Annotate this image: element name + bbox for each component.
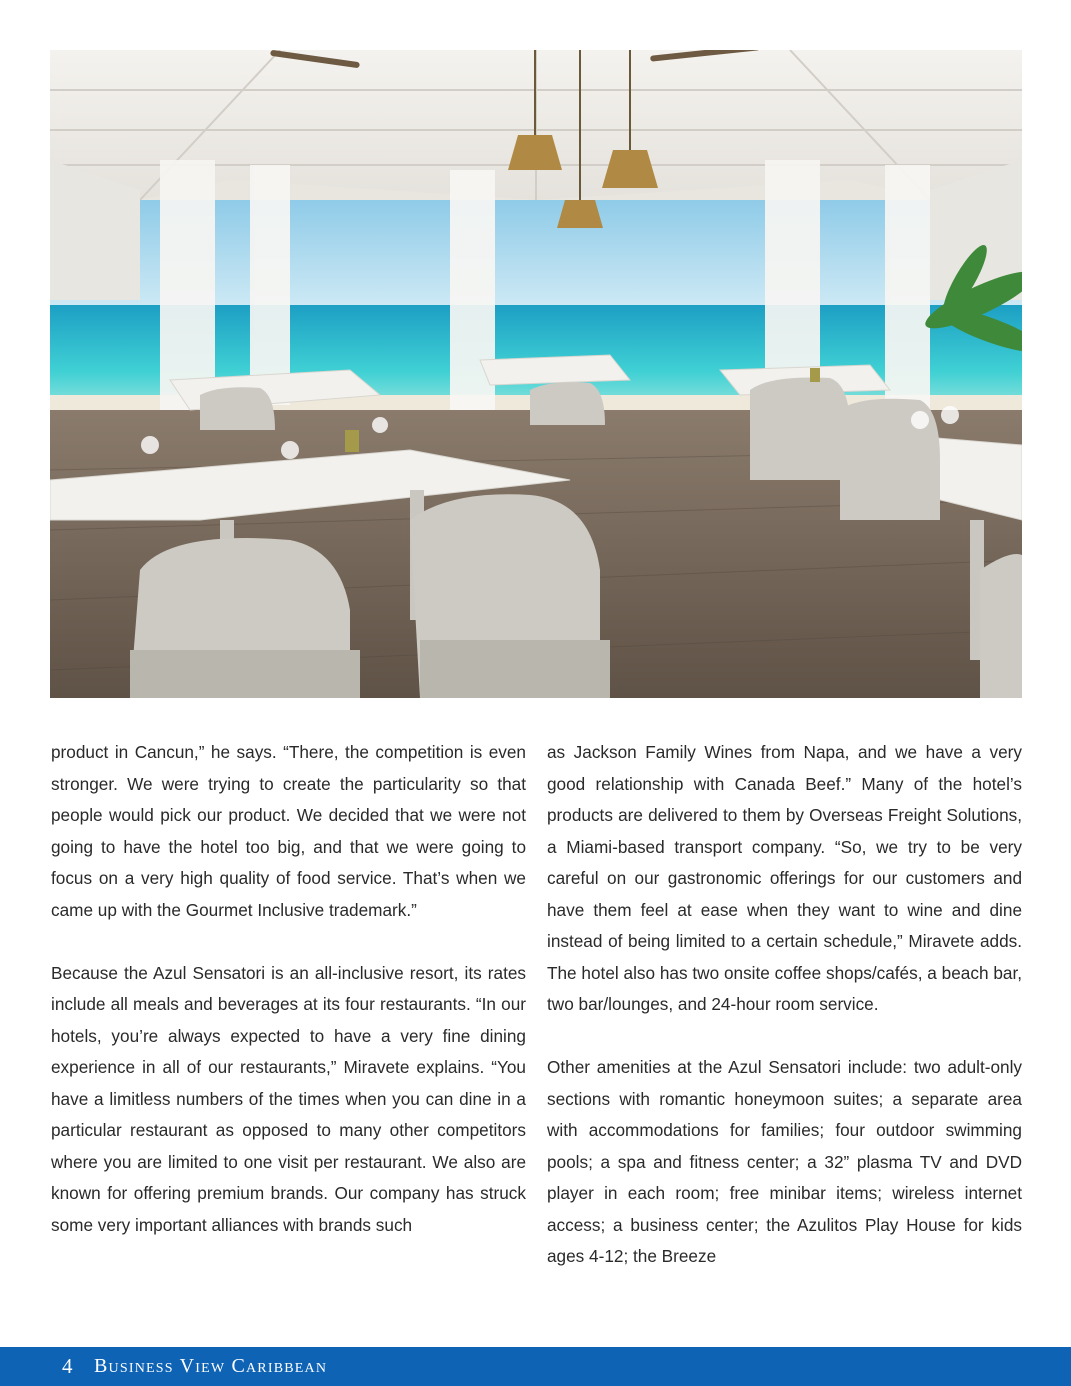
page-number: 4 — [62, 1354, 73, 1378]
page-footer — [0, 1347, 1071, 1386]
article-column-left — [51, 737, 526, 1241]
article-paragraph: Other amenities at the Azul Sensatori include: two adult-only sections with romantic honeymoon suites; a separate area with accommodations for families; four outdoor swimming pools; a spa and fitness center; a 32” plasma TV and DVD player in each room; free minibar items; wireless internet access; a business center; the Azulitos Play House for kids ages 4-12; the Breeze — [547, 1057, 1022, 1266]
publication-title: Business View Caribbean — [94, 1355, 328, 1377]
restaurant-illustration — [50, 50, 1022, 698]
article-column-right — [547, 737, 1022, 1273]
article-paragraph: product in Cancun,” he says. “There, the competition is even stronger. We were trying to create the particularity so that people would pick our product. We decided that we were not going to have the hotel too big, and that we were going to focus on a very high quality of food service. That’s when we came up with the Gourmet Inclusive trademark.” — [51, 742, 526, 920]
restaurant-photo — [50, 50, 1022, 698]
article-paragraph: as Jackson Family Wines from Napa, and we have a very good relationship with Canada Beef.” Many of the hotel’s products are delivered to them by Overseas Freight Solutions, a Miami-based transport company. “So, we try to be very careful on our gastronomic offerings for our customers and have them feel at ease when they want to wine and dine instead of being limited to a certain schedule,” Miravete adds. The hotel also has two onsite coffee shops/cafés, a beach bar, two bar/lounges, and 24-hour room service. — [547, 742, 1022, 1014]
article-paragraph: Because the Azul Sensatori is an all-inclusive resort, its rates include all meals and beverages at its four restaurants. “In our hotels, you’re always expected to have a very fine dining experience in all of our restaurants,” Miravete explains. “You have a limitless numbers of the times when you can dine in a particular restaurant as opposed to many other competitors where you are limited to one visit per restaurant. We also are known for offering premium brands. Our company has struck some very important alliances with brands such — [51, 962, 526, 1235]
